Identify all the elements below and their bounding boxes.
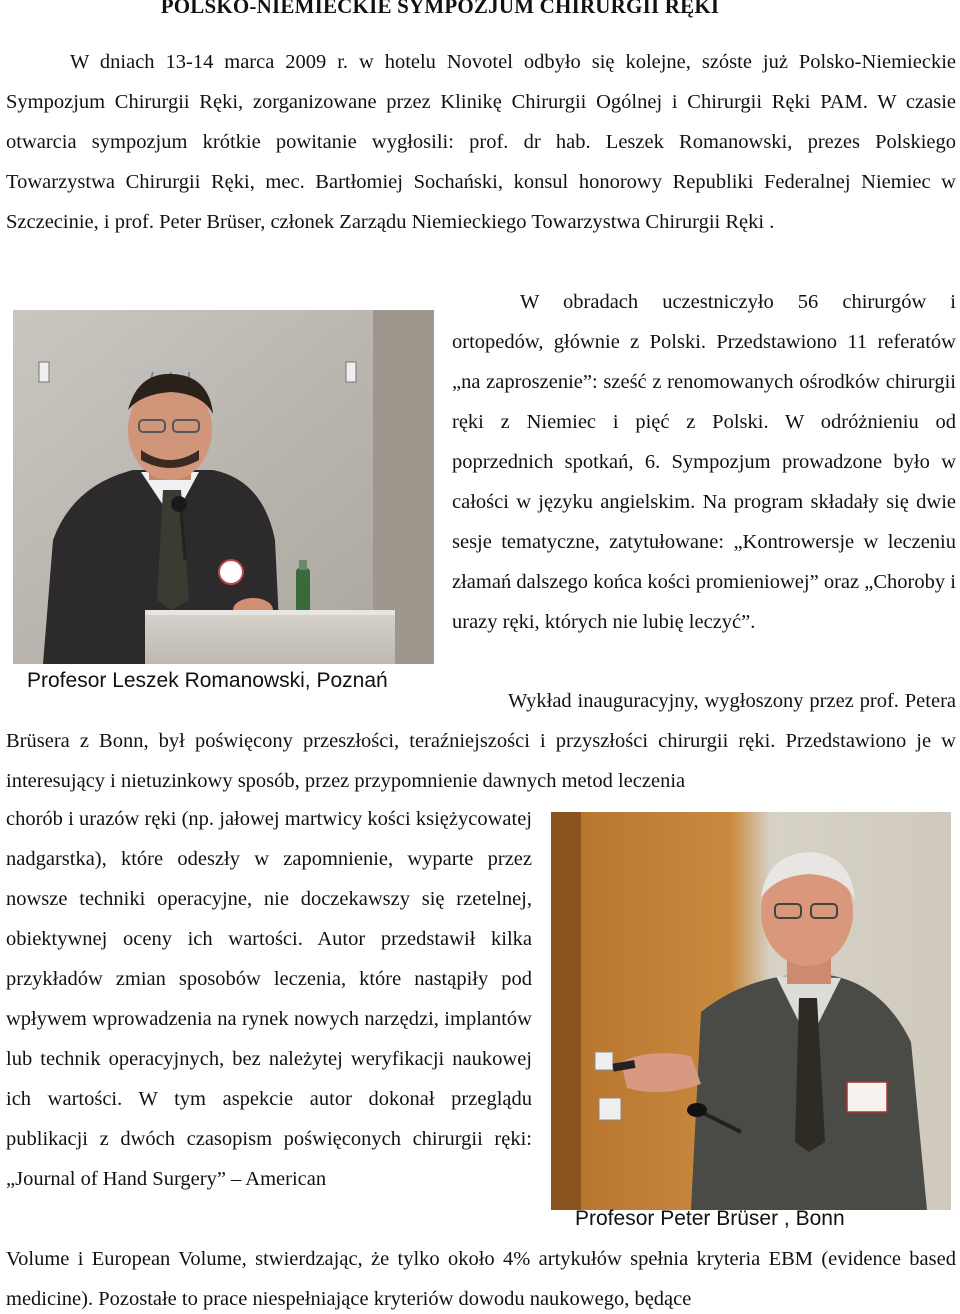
paragraph-methods: chorób i urazów ręki (np. jałowej martwicy kości księżycowatej nadgarstka), które odeszły w zapomnienie, wyparte przez nowsze techniki operacyjne, nie doczekawszy się rzetelnej, obiektywnej oceny ich wartości. Autor przedstawił kilka przykładów zmian sposobów leczenia, które nastąpiły pod wpływem wprowadzenia na rynek nowych narzędzi, implantów lub technik operacyjnych, bez należytej weryfikacji naukowej ich wartości. W tym aspekcie autor dokonał przeglądu publikacji z dwóch czasopism poświęconych chirurgii ręki: „Journal of Hand Surgery” – American	[6, 808, 532, 1190]
photo-bruser	[551, 812, 951, 1210]
paragraph-ebm: Volume i European Volume, stwierdzając, że tylko około 4% artykułów spełnia kryteria EBM (evidence based medicine). Pozostałe to prace niespełniające kryteriów dowodu naukowego, będące	[6, 1248, 956, 1310]
photo-romanowski	[13, 310, 434, 664]
paragraph-intro: W dniach 13-14 marca 2009 r. w hotelu Novotel odbyło się kolejne, szóste już Polsko-Niemieckie Sympozjum Chirurgii Ręki, zorganizowane przez Klinikę Chirurgii Ogólnej i Chirurgii Ręki PAM. W czasie otwarcia sympozjum krótkie powitanie wygłosili: prof. dr hab. Leszek Romanowski, prezes Polskiego Towarzystwa Chirurgii Ręki, mec. Bartłomiej Sochański, konsul honorowy Republiki Federalnej Niemiec w Szczecinie, i prof. Peter Brüser, członek Zarządu Niemieckiego Towarzystwa Chirurgii Ręki .	[6, 51, 956, 233]
article-title: POLSKO-NIEMIECKIE SYMPOZJUM CHIRURGII RĘKI	[160, 0, 720, 18]
photo-caption-romanowski: Profesor Leszek Romanowski, Poznań	[27, 669, 388, 692]
paragraph-participants: W obradach uczestniczyło 56 chirurgów i ortopedów, głównie z Polski. Przedstawiono 11 referatów „na zaproszenie”: sześć z renomowanych ośrodków chirurgii ręki z Niemiec i pięć z Polski. W odróżnieniu od poprzednich spotkań, 6. Sympozjum prowadzone było w całości w języku angielskim. Na program składały się dwie sesje tematyczne, zatytułowane: „Kontrowersje w leczeniu złamań dalszego końca kości promieniowej” oraz „Choroby i urazy ręki, których nie lubię leczyć”.	[452, 291, 956, 633]
photo-caption-bruser: Profesor Peter Brüser , Bonn	[575, 1207, 845, 1230]
paragraph-lecture: Wykład inauguracyjny, wygłoszony przez prof. Petera Brüsera z Bonn, był poświęcony przeszłości, teraźniejszości i przyszłości chirurgii ręki. Przedstawiono je w interesujący i nietuzinkowy sposób, przez przypomnienie dawnych metod leczenia	[6, 690, 956, 792]
